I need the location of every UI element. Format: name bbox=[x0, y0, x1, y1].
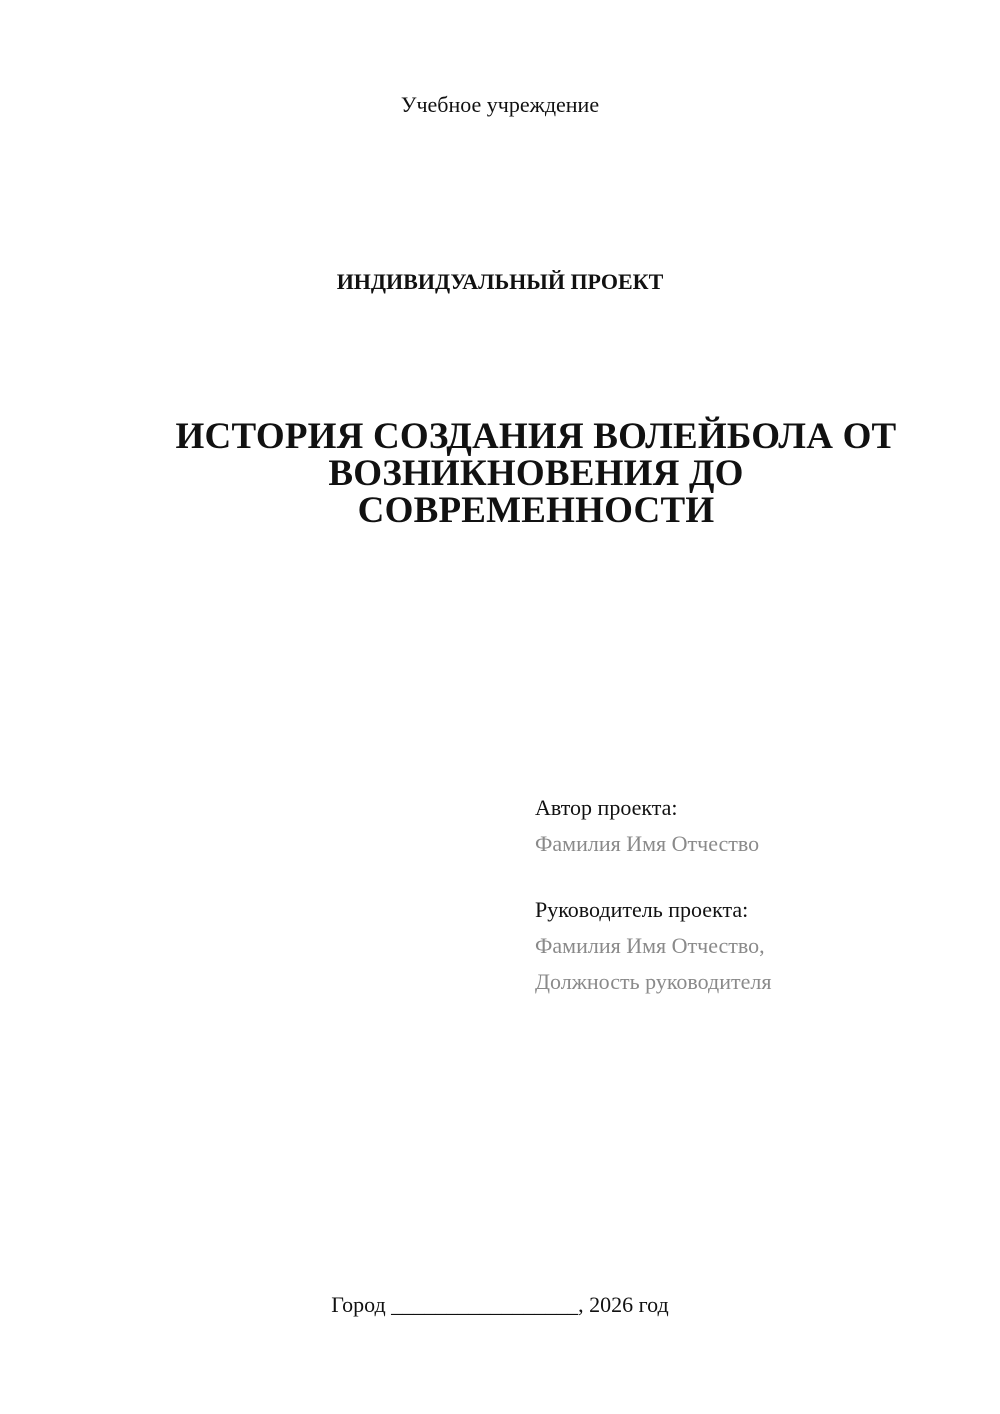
project-type: ИНДИВИДУАЛЬНЫЙ ПРОЕКТ bbox=[336, 269, 664, 294]
supervisor-name: Фамилия Имя Отчество, bbox=[535, 933, 765, 958]
project-title-line: ИСТОРИЯ СОЗДАНИЯ ВОЛЕЙБОЛА ОТ bbox=[175, 416, 897, 457]
project-info bbox=[535, 790, 771, 1000]
project-title-line: СОВРЕМЕННОСТИ bbox=[357, 490, 715, 531]
spacer bbox=[535, 862, 771, 892]
author-name: Фамилия Имя Отчество bbox=[535, 831, 760, 856]
author-label: Автор проекта: bbox=[535, 795, 678, 820]
supervisor-label: Руководитель проекта: bbox=[535, 897, 749, 922]
project-title-line: ВОЗНИКНОВЕНИЯ ДО bbox=[328, 453, 744, 494]
institution-name: Учебное учреждение bbox=[400, 92, 600, 117]
supervisor-position: Должность руководителя bbox=[535, 969, 772, 994]
city-year-footer: Город _________________, 2026 год bbox=[331, 1292, 669, 1317]
project-title bbox=[150, 418, 922, 529]
